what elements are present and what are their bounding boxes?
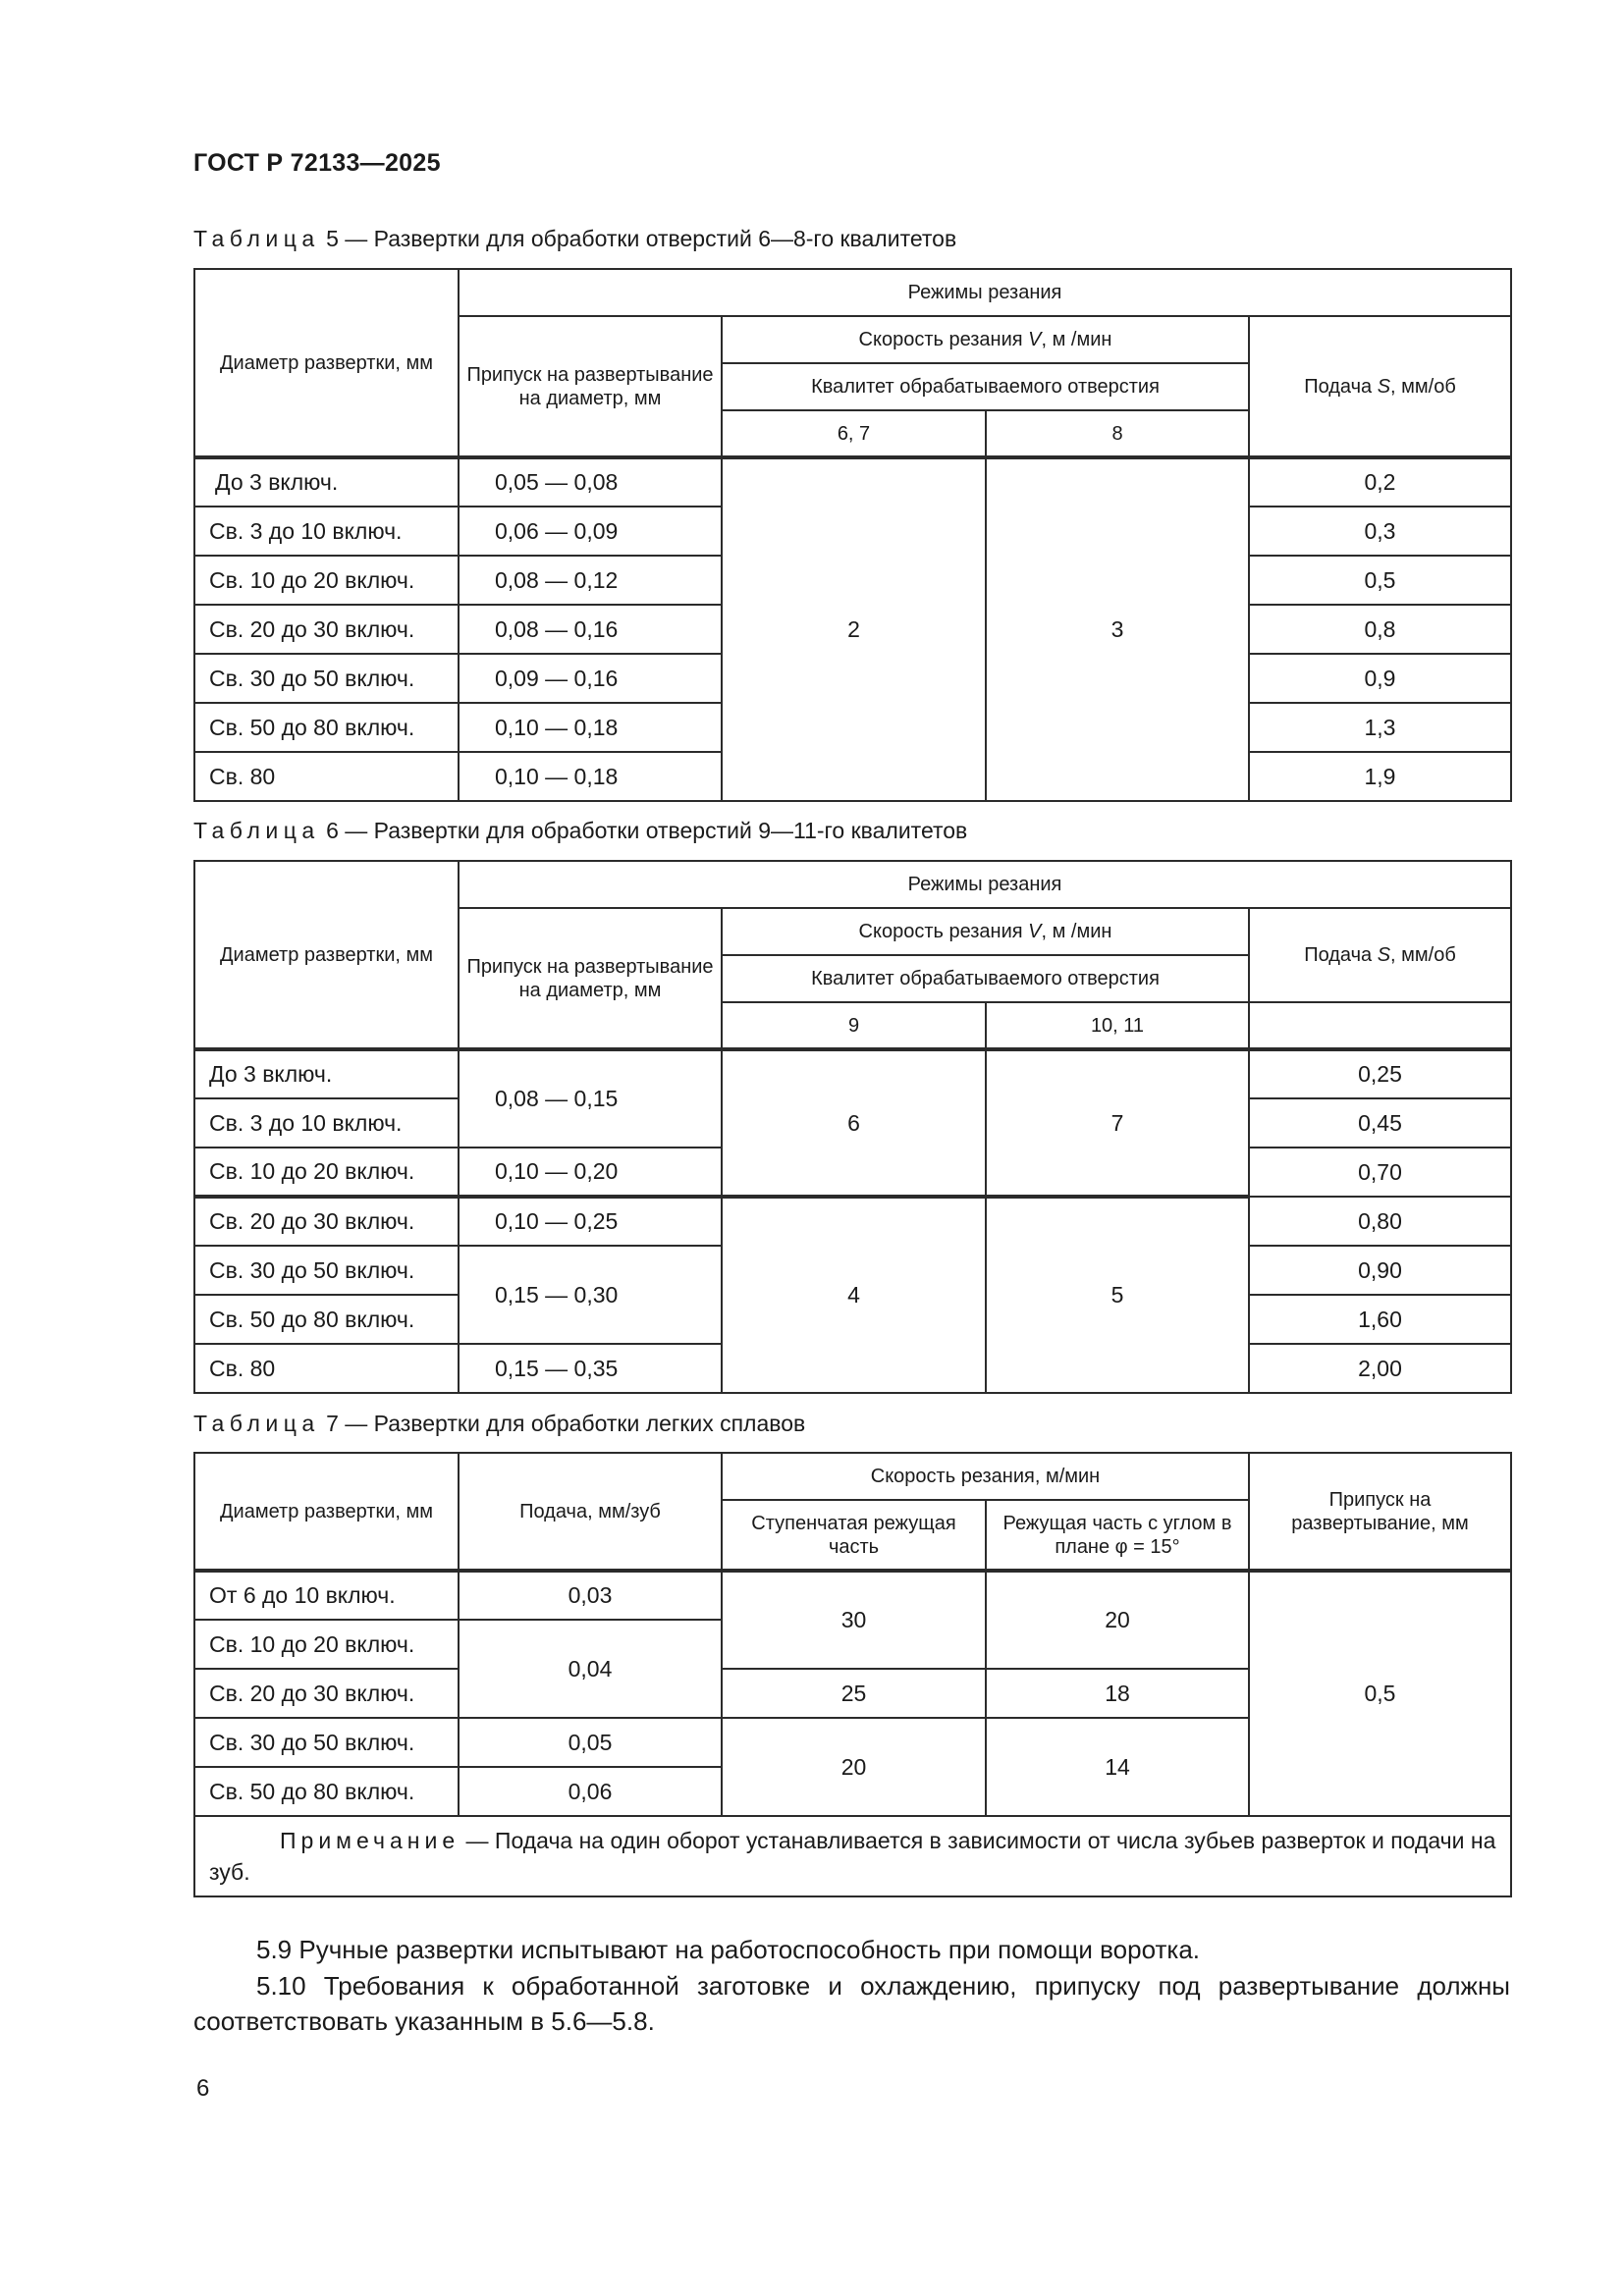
- table5-cell-allowance: 0,09 — 0,16: [459, 654, 722, 703]
- table7-cell-speed-step: 30: [722, 1571, 986, 1669]
- table7-caption-word: Таблица: [193, 1411, 320, 1436]
- feed-unit: , мм/об: [1390, 944, 1456, 966]
- speed-label: Скорость резания: [858, 329, 1029, 350]
- table6-caption-title: 6 — Развертки для обработки отверстий 9—11-го квалитетов: [319, 818, 968, 843]
- table6-cell-allowance: 0,15 — 0,30: [459, 1246, 722, 1344]
- table6-cell-speed-q1: 6: [722, 1049, 986, 1197]
- table7-header-feed: Подача, мм/зуб: [459, 1453, 722, 1571]
- table6-header-q1: 9: [722, 1002, 986, 1049]
- feed-label: Подача: [1304, 375, 1378, 398]
- table7-cell-speed-step: 20: [722, 1718, 986, 1816]
- table6-header-q2: 10, 11: [986, 1002, 1249, 1049]
- table5-cell-diameter: Св. 80: [194, 752, 459, 801]
- speed-var: V: [1028, 921, 1042, 942]
- table7-cell-feed: 0,04: [459, 1620, 722, 1718]
- table6-cell-feed: 0,80: [1249, 1197, 1511, 1246]
- table5-cell-feed: 0,8: [1249, 605, 1511, 654]
- table7-header-diameter: Диаметр развертки, мм: [194, 1453, 459, 1571]
- table5-header-modes: Режимы резания: [459, 269, 1511, 316]
- table5-header-quality: Квалитет обрабатываемого отверстия: [722, 363, 1249, 410]
- table6-header-allowance: Припуск на развертывание на диаметр, мм: [459, 908, 722, 1049]
- document-header: ГОСТ Р 72133—2025: [193, 149, 441, 177]
- table6-header-modes: Режимы резания: [459, 861, 1511, 908]
- table5-cell-speed-q1: 2: [722, 457, 986, 801]
- table5-header-speed: [722, 316, 1249, 363]
- table6-caption: [193, 818, 967, 844]
- table7-cell-allowance: 0,5: [1249, 1571, 1511, 1816]
- paragraph-text: 5.9 Ручные развертки испытывают на работоспособность при помощи воротка.: [256, 1935, 1201, 1964]
- table7-caption-title: 7 — Развертки для обработки легких сплавов: [319, 1411, 806, 1436]
- table7-cell-speed-angle: 20: [986, 1571, 1249, 1669]
- table6-cell-diameter: Св. 30 до 50 включ.: [194, 1246, 459, 1295]
- table7-cell-speed-angle: 18: [986, 1669, 1249, 1718]
- table6-cell-allowance: 0,10 — 0,25: [459, 1197, 722, 1246]
- paragraph-5-9: [193, 1932, 1510, 1967]
- table5-header-allowance: Припуск на развертывание на диаметр, мм: [459, 316, 722, 457]
- table6-cell-allowance: 0,08 — 0,15: [459, 1049, 722, 1148]
- speed-var: V: [1028, 329, 1042, 350]
- table5-cell-feed: 1,3: [1249, 703, 1511, 752]
- table7-cell-speed-step: 25: [722, 1669, 986, 1718]
- table5-header-q1: 6, 7: [722, 410, 986, 457]
- page-number: 6: [196, 2075, 210, 2102]
- table6-cell-feed: 0,45: [1249, 1098, 1511, 1148]
- table7: [193, 1452, 1512, 1897]
- table6-cell-feed: 0,70: [1249, 1148, 1511, 1197]
- table5-cell-diameter: Св. 10 до 20 включ.: [194, 556, 459, 605]
- table7-cell-diameter: Св. 30 до 50 включ.: [194, 1718, 459, 1767]
- table6-cell-feed: 0,90: [1249, 1246, 1511, 1295]
- table6-cell-allowance: 0,15 — 0,35: [459, 1344, 722, 1393]
- table5-cell-diameter: Св. 20 до 30 включ.: [194, 605, 459, 654]
- speed-unit: , м /мин: [1041, 329, 1112, 350]
- table7-header-step: Ступенчатая режущая часть: [722, 1500, 986, 1571]
- table5-cell-diameter: Св. 30 до 50 включ.: [194, 654, 459, 703]
- table5-cell-feed: 0,2: [1249, 457, 1511, 507]
- table5-cell-feed: 1,9: [1249, 752, 1511, 801]
- table6-caption-word: Таблица: [193, 818, 320, 843]
- table6-header-speed: [722, 908, 1249, 955]
- table7-cell-diameter: Св. 10 до 20 включ.: [194, 1620, 459, 1669]
- table5-cell-allowance: 0,05 — 0,08: [459, 457, 722, 507]
- table7-cell-feed: 0,05: [459, 1718, 722, 1767]
- table5-caption-word: Таблица: [193, 226, 320, 251]
- table5-cell-allowance: 0,06 — 0,09: [459, 507, 722, 556]
- table6-cell-diameter: Св. 50 до 80 включ.: [194, 1295, 459, 1344]
- table5-caption-title: 5 — Развертки для обработки отверстий 6—8-го квалитетов: [319, 226, 957, 251]
- table7-header-speed: Скорость резания, м/мин: [722, 1453, 1249, 1500]
- note-text: — Подача на один оборот устанавливается в зависимости от числа зубьев разверток и подачи на зуб.: [209, 1828, 1496, 1885]
- table5-cell-allowance: 0,08 — 0,16: [459, 605, 722, 654]
- table6-cell-diameter: Св. 20 до 30 включ.: [194, 1197, 459, 1246]
- table6-header-diameter: Диаметр развертки, мм: [194, 861, 459, 1049]
- table5-cell-allowance: 0,10 — 0,18: [459, 703, 722, 752]
- table5-cell-feed: 0,5: [1249, 556, 1511, 605]
- feed-var: S: [1377, 944, 1391, 966]
- feed-unit: , мм/об: [1390, 375, 1456, 398]
- table6-cell-diameter: Св. 80: [194, 1344, 459, 1393]
- table5-cell-feed: 0,3: [1249, 507, 1511, 556]
- table6-cell-speed-q1: 4: [722, 1197, 986, 1393]
- table7-cell-diameter: Св. 50 до 80 включ.: [194, 1767, 459, 1816]
- speed-unit: , м /мин: [1041, 921, 1112, 942]
- table6-cell-allowance: 0,10 — 0,20: [459, 1148, 722, 1197]
- table7-caption: [193, 1411, 805, 1437]
- table6-cell-feed: 1,60: [1249, 1295, 1511, 1344]
- table7-cell-speed-angle: 14: [986, 1718, 1249, 1816]
- feed-var: S: [1377, 375, 1391, 398]
- table6-cell-speed-q2: 7: [986, 1049, 1249, 1197]
- note-label: Примечание: [280, 1828, 460, 1853]
- table7-note: [194, 1816, 1511, 1896]
- table6-cell-diameter: Св. 3 до 10 включ.: [194, 1098, 459, 1148]
- table5-cell-allowance: 0,08 — 0,12: [459, 556, 722, 605]
- table7-header-angle: Режущая часть с углом в плане φ = 15°: [986, 1500, 1249, 1571]
- table5: [193, 268, 1512, 802]
- table5-cell-diameter: До 3 включ.: [194, 457, 459, 507]
- table5-cell-feed: 0,9: [1249, 654, 1511, 703]
- table5-header-q2: 8: [986, 410, 1249, 457]
- table5-header-diameter: Диаметр развертки, мм: [194, 269, 459, 457]
- table6-header-quality: Квалитет обрабатываемого отверстия: [722, 955, 1249, 1002]
- table5-caption: [193, 226, 956, 252]
- table5-cell-allowance: 0,10 — 0,18: [459, 752, 722, 801]
- table7-cell-feed: 0,06: [459, 1767, 722, 1816]
- speed-label: Скорость резания: [858, 921, 1029, 942]
- table6-cell-diameter: Св. 10 до 20 включ.: [194, 1148, 459, 1197]
- table7-header-allowance: Припуск на развертывание, мм: [1249, 1453, 1511, 1571]
- table6-cell-diameter: До 3 включ.: [194, 1049, 459, 1098]
- paragraph-text: 5.10 Требования к обработанной заготовке и охлаждению, припуску под развертывание должны соответствовать указанным в 5.6—5.8.: [193, 1971, 1510, 2036]
- table5-cell-speed-q2: 3: [986, 457, 1249, 801]
- paragraph-5-10: [193, 1968, 1510, 2039]
- feed-label: Подача: [1304, 944, 1378, 966]
- table5-cell-diameter: Св. 3 до 10 включ.: [194, 507, 459, 556]
- table5-cell-diameter: Св. 50 до 80 включ.: [194, 703, 459, 752]
- table7-cell-feed: 0,03: [459, 1571, 722, 1620]
- table6-cell-speed-q2: 5: [986, 1197, 1249, 1393]
- table6-header-feed: [1249, 908, 1511, 1002]
- table6-header-empty: [1249, 1002, 1511, 1049]
- table6-cell-feed: 0,25: [1249, 1049, 1511, 1098]
- table6: [193, 860, 1512, 1394]
- table7-cell-diameter: Св. 20 до 30 включ.: [194, 1669, 459, 1718]
- table6-cell-feed: 2,00: [1249, 1344, 1511, 1393]
- table7-cell-diameter: От 6 до 10 включ.: [194, 1571, 459, 1620]
- table5-header-feed: [1249, 316, 1511, 457]
